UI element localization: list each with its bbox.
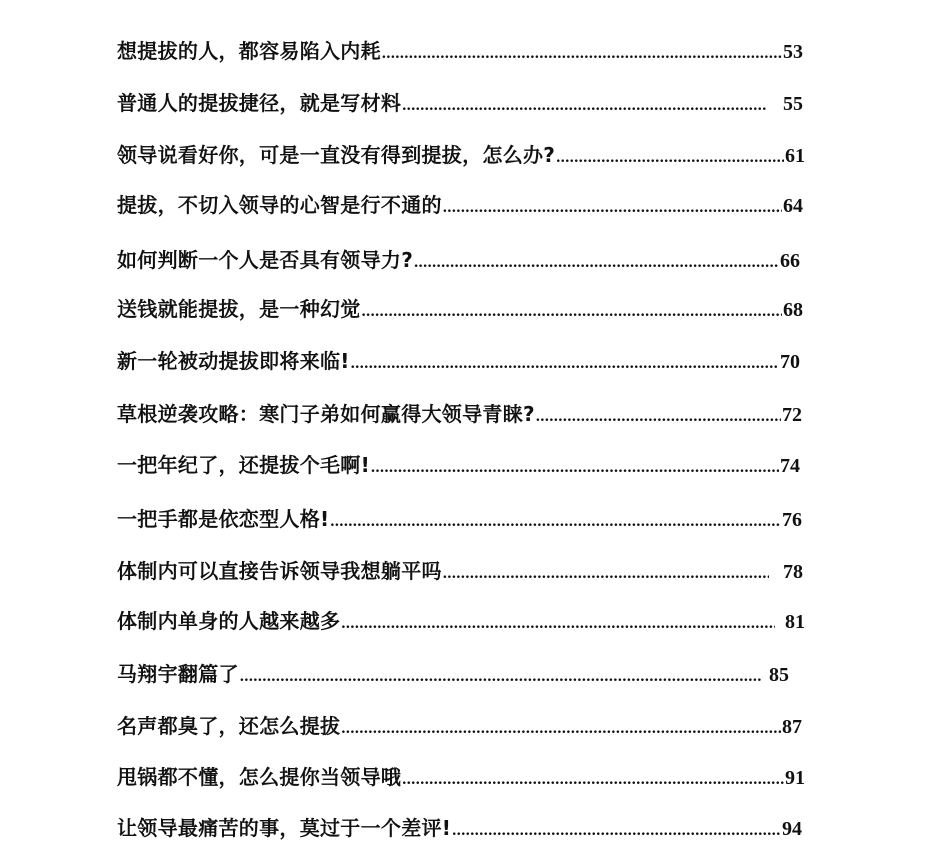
toc-entry-page-number: 78 xyxy=(783,561,803,583)
toc-entry[interactable] xyxy=(117,245,800,275)
toc-entry[interactable] xyxy=(117,711,802,741)
toc-entry[interactable] xyxy=(117,346,800,376)
dot-leader xyxy=(382,39,782,69)
toc-entry[interactable] xyxy=(117,399,802,429)
toc-entry[interactable] xyxy=(117,88,803,118)
toc-entry-title: 如何判断一个人是否具有领导力? xyxy=(117,248,414,272)
toc-entry[interactable] xyxy=(117,659,789,689)
dot-leader xyxy=(402,91,767,121)
toc-entry-title: 想提拔的人，都容易陷入内耗 xyxy=(117,39,381,63)
dot-leader xyxy=(443,193,782,223)
toc-entry-page-number: 94 xyxy=(782,818,802,840)
toc-entry-page-number: 91 xyxy=(785,767,805,789)
dot-leader xyxy=(402,765,784,795)
toc-entry-title: 草根逆袭攻略：寒门子弟如何赢得大领导青睐? xyxy=(117,402,535,426)
dot-leader xyxy=(536,402,781,432)
toc-entry-page-number: 70 xyxy=(780,351,800,373)
toc-entry-title: 普通人的提拔捷径，就是写材料 xyxy=(117,91,402,115)
toc-entry[interactable] xyxy=(117,762,805,792)
dot-leader xyxy=(341,714,781,744)
toc-entry-title: 名声都臭了，还怎么提拔 xyxy=(117,714,341,738)
toc-entry-title: 送钱就能提拔，是一种幻觉 xyxy=(117,297,361,321)
dot-leader xyxy=(330,507,781,537)
dot-leader xyxy=(362,297,782,327)
toc-entry-page-number: 81 xyxy=(785,611,805,633)
toc-entry-title: 让领导最痛苦的事，莫过于一个差评! xyxy=(117,816,452,840)
toc-entry[interactable] xyxy=(117,36,803,66)
toc-entry[interactable] xyxy=(117,606,805,636)
toc-entry[interactable] xyxy=(117,556,803,586)
dot-leader xyxy=(414,248,779,278)
toc-entry-page-number: 85 xyxy=(769,664,789,686)
dot-leader xyxy=(556,143,784,173)
toc-entry-page-number: 55 xyxy=(783,93,803,115)
toc-entry-title: 体制内单身的人越来越多 xyxy=(117,609,341,633)
toc-entry-page-number: 68 xyxy=(783,299,803,321)
toc-entry[interactable] xyxy=(117,450,800,480)
toc-entry-title: 新一轮被动提拔即将来临! xyxy=(117,349,350,373)
toc-entry[interactable] xyxy=(117,504,802,534)
toc-entry-title: 提拔，不切入领导的心智是行不通的 xyxy=(117,193,442,217)
toc-entry[interactable] xyxy=(117,190,803,220)
toc-entry-page-number: 74 xyxy=(780,455,800,477)
toc-entry[interactable] xyxy=(117,294,803,324)
dot-leader xyxy=(351,349,779,379)
dot-leader xyxy=(341,609,775,639)
toc-entry-title: 体制内可以直接告诉领导我想躺平吗 xyxy=(117,559,442,583)
toc-entry-title: 马翔宇翻篇了 xyxy=(117,662,239,686)
toc-entry-page-number: 87 xyxy=(782,716,802,738)
dot-leader xyxy=(240,662,761,692)
toc-entry-page-number: 53 xyxy=(783,41,803,63)
toc-entry-page-number: 76 xyxy=(782,509,802,531)
toc-entry-page-number: 64 xyxy=(783,195,803,217)
toc-entry-page-number: 72 xyxy=(782,404,802,426)
dot-leader xyxy=(443,559,769,589)
toc-entry[interactable] xyxy=(117,813,802,843)
dot-leader xyxy=(371,453,779,483)
toc-entry-title: 甩锅都不懂，怎么提你当领导哦 xyxy=(117,765,402,789)
dot-leader xyxy=(452,816,781,846)
toc-entry-title: 一把手都是依恋型人格! xyxy=(117,507,330,531)
toc-entry-page-number: 61 xyxy=(785,145,805,167)
toc-entry-title: 一把年纪了，还提拔个毛啊! xyxy=(117,453,371,477)
toc-entry-title: 领导说看好你，可是一直没有得到提拔，怎么办? xyxy=(117,143,556,167)
toc-entry-page-number: 66 xyxy=(780,250,800,272)
toc-entry[interactable] xyxy=(117,140,805,170)
